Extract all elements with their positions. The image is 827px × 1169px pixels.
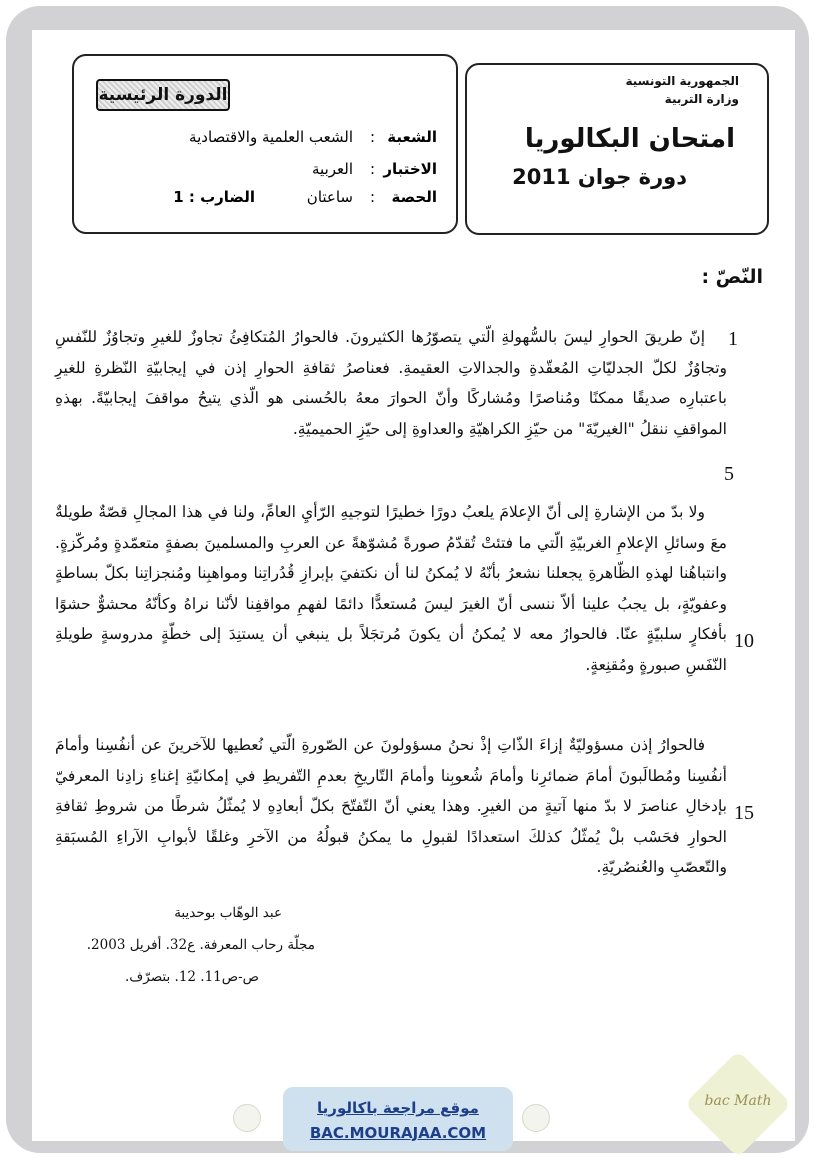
banner-url-link[interactable]: BAC.MOURAJAA.COM [309, 1124, 487, 1142]
field-value: الشعب العلمية والاقتصادية [189, 128, 353, 146]
field-key: الاختبار [383, 160, 437, 178]
field-colon: : [369, 160, 375, 178]
site-banner[interactable] [283, 1087, 513, 1151]
session-date: دورة جوان 2011 [512, 165, 687, 189]
republic-label: الجمهورية التونسية [625, 74, 739, 88]
field-colon: : [369, 128, 375, 146]
site-logo-icon [522, 1104, 550, 1132]
field-value: ساعتان [306, 188, 353, 206]
source-author: عبد الوهّاب بوحديبة [174, 905, 282, 921]
line-number: 10 [734, 630, 754, 652]
bacmath-logo-text: bac Math [704, 1093, 772, 1109]
field-row-subject [137, 160, 437, 186]
field-colon: : [369, 188, 375, 206]
paragraph-3 [55, 730, 727, 883]
paragraph-1 [55, 322, 727, 444]
field-row-duration [137, 188, 437, 214]
exam-title: امتحان البكالوريا [524, 124, 735, 154]
banner-arabic-link[interactable]: موقع مراجعة باكالوريا [317, 1099, 479, 1117]
coefficient-label: الضارب : 1 [173, 188, 255, 206]
source-pages: ص-ص11. 12. بتصرّف. [124, 969, 259, 985]
paragraph-text: فالحوارُ إذن مسؤوليّةٌ إزاءَ الذّاتِ إذْ نحنُ مسؤولونَ عن الصّورةِ الّتي نُعطيها للآخرينَ عن أنفُسِنا وأمامَ أنفُسِنا ومُطالَبونَ أمامَ ضمائرِنا وأمامَ شُعوبِنا وأمامَ التّاريخِ بعدمِ التّفريطِ في إمكانيّةِ إغناءِ زادِنا المعرفيّ بإدخالِ عناصرَ لا بدّ منها آتيةٍ من الغيرِ. وهذا يعني أنّ التّفتّحَ بكلّ أبعادِهِ لا يُمثّلُ شرطًا من شروطِ ثقافةِ الحوارِ فحَسْب بلْ يُمثّلُ كذلكَ استعدادًا لقبولِ ما يمكنُ قبولُهُ من الآخرِ وغلقًا لأبوابِ الآراءِ المُسبَقةِ والتّعصّبِ والعُنصُريّةِ. [55, 736, 727, 876]
field-value: العربية [312, 160, 353, 178]
field-key: الحصة [391, 188, 437, 206]
text-label: النّصّ : [701, 266, 763, 288]
field-row-branch [137, 128, 437, 154]
ministry-label: وزارة التربية [664, 92, 739, 106]
paragraph-text: إنّ طريقَ الحوارِ ليسَ بالسُّهولةِ الّتي يتصوّرُها الكثيرونَ. فالحوارُ المُتكافِئُ تجاوزٌ للغيرِ وتجاوُزٌ للنّفسِ وتجاوُزٌ لكلّ الجدليّاتِ المُعقّدةِ والجدالاتِ العقيمةِ. فعناصرُ ثقافةِ الحوارِ إذن في إيجابيّةِ النّظرةِ للغيرِ باعتبارِه صديقًا ممكنًا ومُناصرًا ومُشاركًا وأنّ الحوارَ معهُ بالحُسنى هو الّذي يتيحُ مواقفَ إيجابيّةً. بهذهِ المواقفِ ننقلُ "الغيريّةَ" من حيّزِ الكراهيّةِ والعداوةِ إلى حيّزِ الحميميّةِ. [55, 328, 727, 438]
line-number: 5 [724, 463, 734, 485]
site-logo-icon [233, 1104, 261, 1132]
paragraph-text: ولا بدّ من الإشارةِ إلى أنّ الإعلامَ يلعبُ دورًا خطيرًا لتوجيهِ الرّأيِ العامِّ، ولنا في هذا المجالِ قصّةٌ طويلةٌ معَ وسائلِ الإعلامِ الغربيّةِ الّتي ما فتئتْ تُقدّمُ صورةً مُشوّهةً عن العربِ والمسلمينَ بصفةٍ متعمّدةٍ ومُركّزةٍ. وانتباهُنا لهذهِ الظّاهرةِ يجعلنا نشعرُ بأنّهُ لا يُمكنُ لنا أن نكتفيَ بإبرازِ قُدُراتِنا ومواهبِنا ومُنجزاتِنا بكلّ بساطةٍ وعفويّةٍ، بل يجبُ علينا ألاّ ننسى أنّ الغيرَ ليسَ مُستعدًّا دائمًا لفهمِ مواقفِنا لأنّنا نراهُ وكأنّهُ محشوٌّ حشوًا بأفكارٍ سلبيّةٍ عنّا. فالحوارُ معه لا يُمكنُ أن يكونَ مُرتجَلاً بل ينبغي أن يستنِدَ إلى خطّةٍ مدروسةٍ طويلةِ النّفَسِ صبورةٍ ومُقنِعةٍ. [55, 503, 727, 674]
paragraph-2 [55, 497, 727, 680]
line-number: 1 [728, 328, 738, 350]
field-key: الشعبة [387, 128, 437, 146]
line-number: 15 [734, 802, 754, 824]
source-publication: مجلّة رحاب المعرفة. ع32. أفريل 2003. [86, 937, 315, 953]
session-type-badge: الدورة الرئيسية [96, 79, 230, 111]
